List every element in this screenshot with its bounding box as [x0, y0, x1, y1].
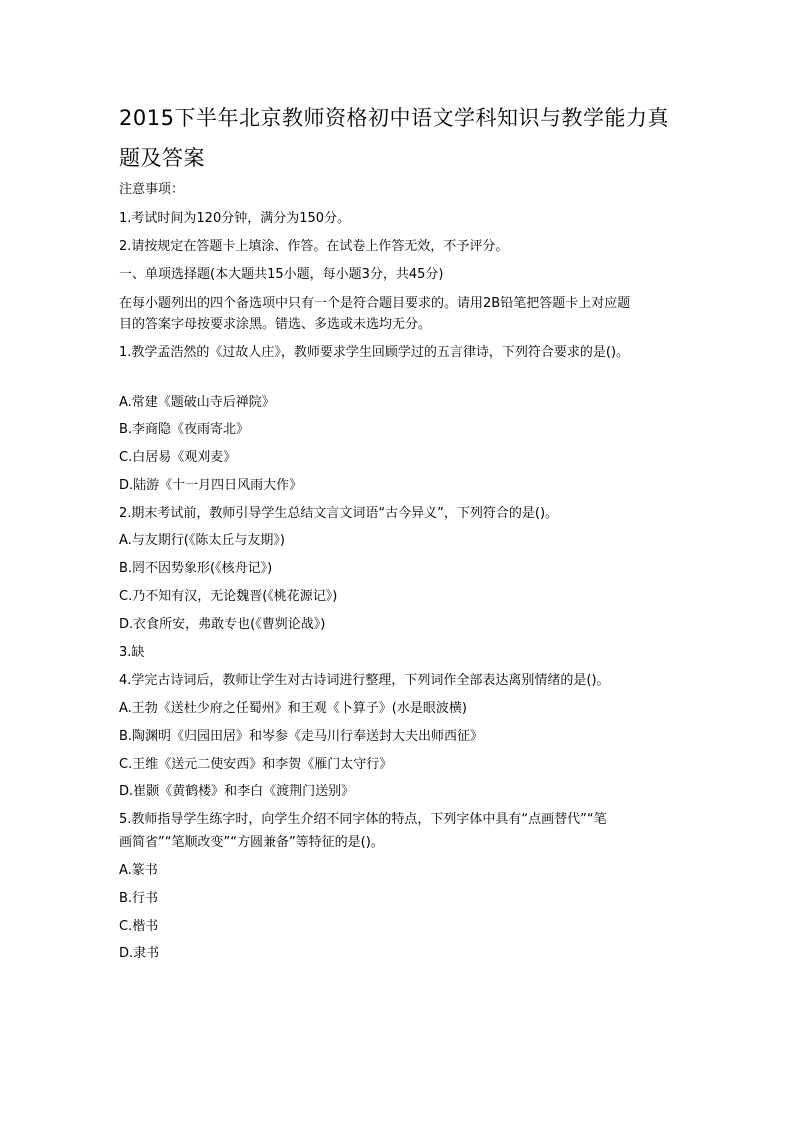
document-title-line-2: 题及答案: [119, 146, 205, 170]
question-option: D.衣食所安，弗敢专也(《曹刿论战》): [119, 617, 326, 632]
question-option: D.陆游《十一月四日风雨大作》: [119, 478, 303, 493]
question-stem: 1.教学孟浩然的《过故人庄》，教师要求学生回顾学过的五言律诗，下列符合要求的是()。: [119, 345, 630, 360]
question-option: A.篆书: [119, 863, 158, 878]
question-option: A.与友期行(《陈太丘与友期》): [119, 533, 285, 548]
question-option: D.崔颢《黄鹤楼》和李白《渡荆门送别》: [119, 784, 355, 799]
question-option: A.王勃《送杜少府之任蜀州》和王观《卜算子》(水是眼波横): [119, 701, 467, 716]
section-instructions-line: 在每小题列出的四个备选项中只有一个是符合题目要求的。请用2B铅笔把答题卡上对应题: [119, 296, 631, 311]
question-option: A.常建《题破山寺后禅院》: [119, 395, 275, 410]
question-option: C.王维《送元二使安西》和李贺《雁门太守行》: [119, 757, 393, 772]
question-option: B.行书: [119, 891, 159, 906]
question-option: C.楷书: [119, 919, 159, 934]
notice-heading: 注意事项：: [119, 182, 185, 197]
question-option: B.罔不因势象形(《核舟记》): [119, 561, 273, 576]
question-option: B.陶渊明《归园田居》和岑参《走马川行奉送封大夫出师西征》: [119, 729, 484, 744]
question-stem: 3.缺: [119, 645, 145, 660]
question-stem: 画简省”“笔顺改变”“方圆兼备”等特征的是()。: [119, 835, 384, 850]
question-option: C.乃不知有汉，无论魏晋(《桃花源记》): [119, 589, 338, 604]
document-title-line-1: 2015下半年北京教师资格初中语文学科知识与教学能力真: [119, 106, 669, 130]
question-option: B.李商隐《夜雨寄北》: [119, 422, 250, 437]
question-stem: 2.期末考试前，教师引导学生总结文言文词语“古今异义”，下列符合的是()。: [119, 506, 559, 521]
question-option: D.隶书: [119, 946, 160, 961]
question-stem: 5.教师指导学生练字时，向学生介绍不同字体的特点，下列字体中具有“点画替代”“笔: [119, 812, 607, 827]
question-option: C.白居易《观刈麦》: [119, 450, 237, 465]
notice-item: 2.请按规定在答题卡上填涂、作答。在试卷上作答无效，不予评分。: [119, 239, 509, 254]
section-heading: 一、单项选择题(本大题共15小题，每小题3分，共45分): [119, 267, 444, 282]
question-stem: 4.学完古诗词后，教师让学生对古诗词进行整理，下列词作全部表达离别情绪的是()。: [119, 673, 610, 688]
notice-item: 1.考试时间为120分钟，满分为150分。: [119, 211, 351, 226]
section-instructions-line: 目的答案字母按要求涂黑。错选、多选或未选均无分。: [119, 317, 432, 332]
